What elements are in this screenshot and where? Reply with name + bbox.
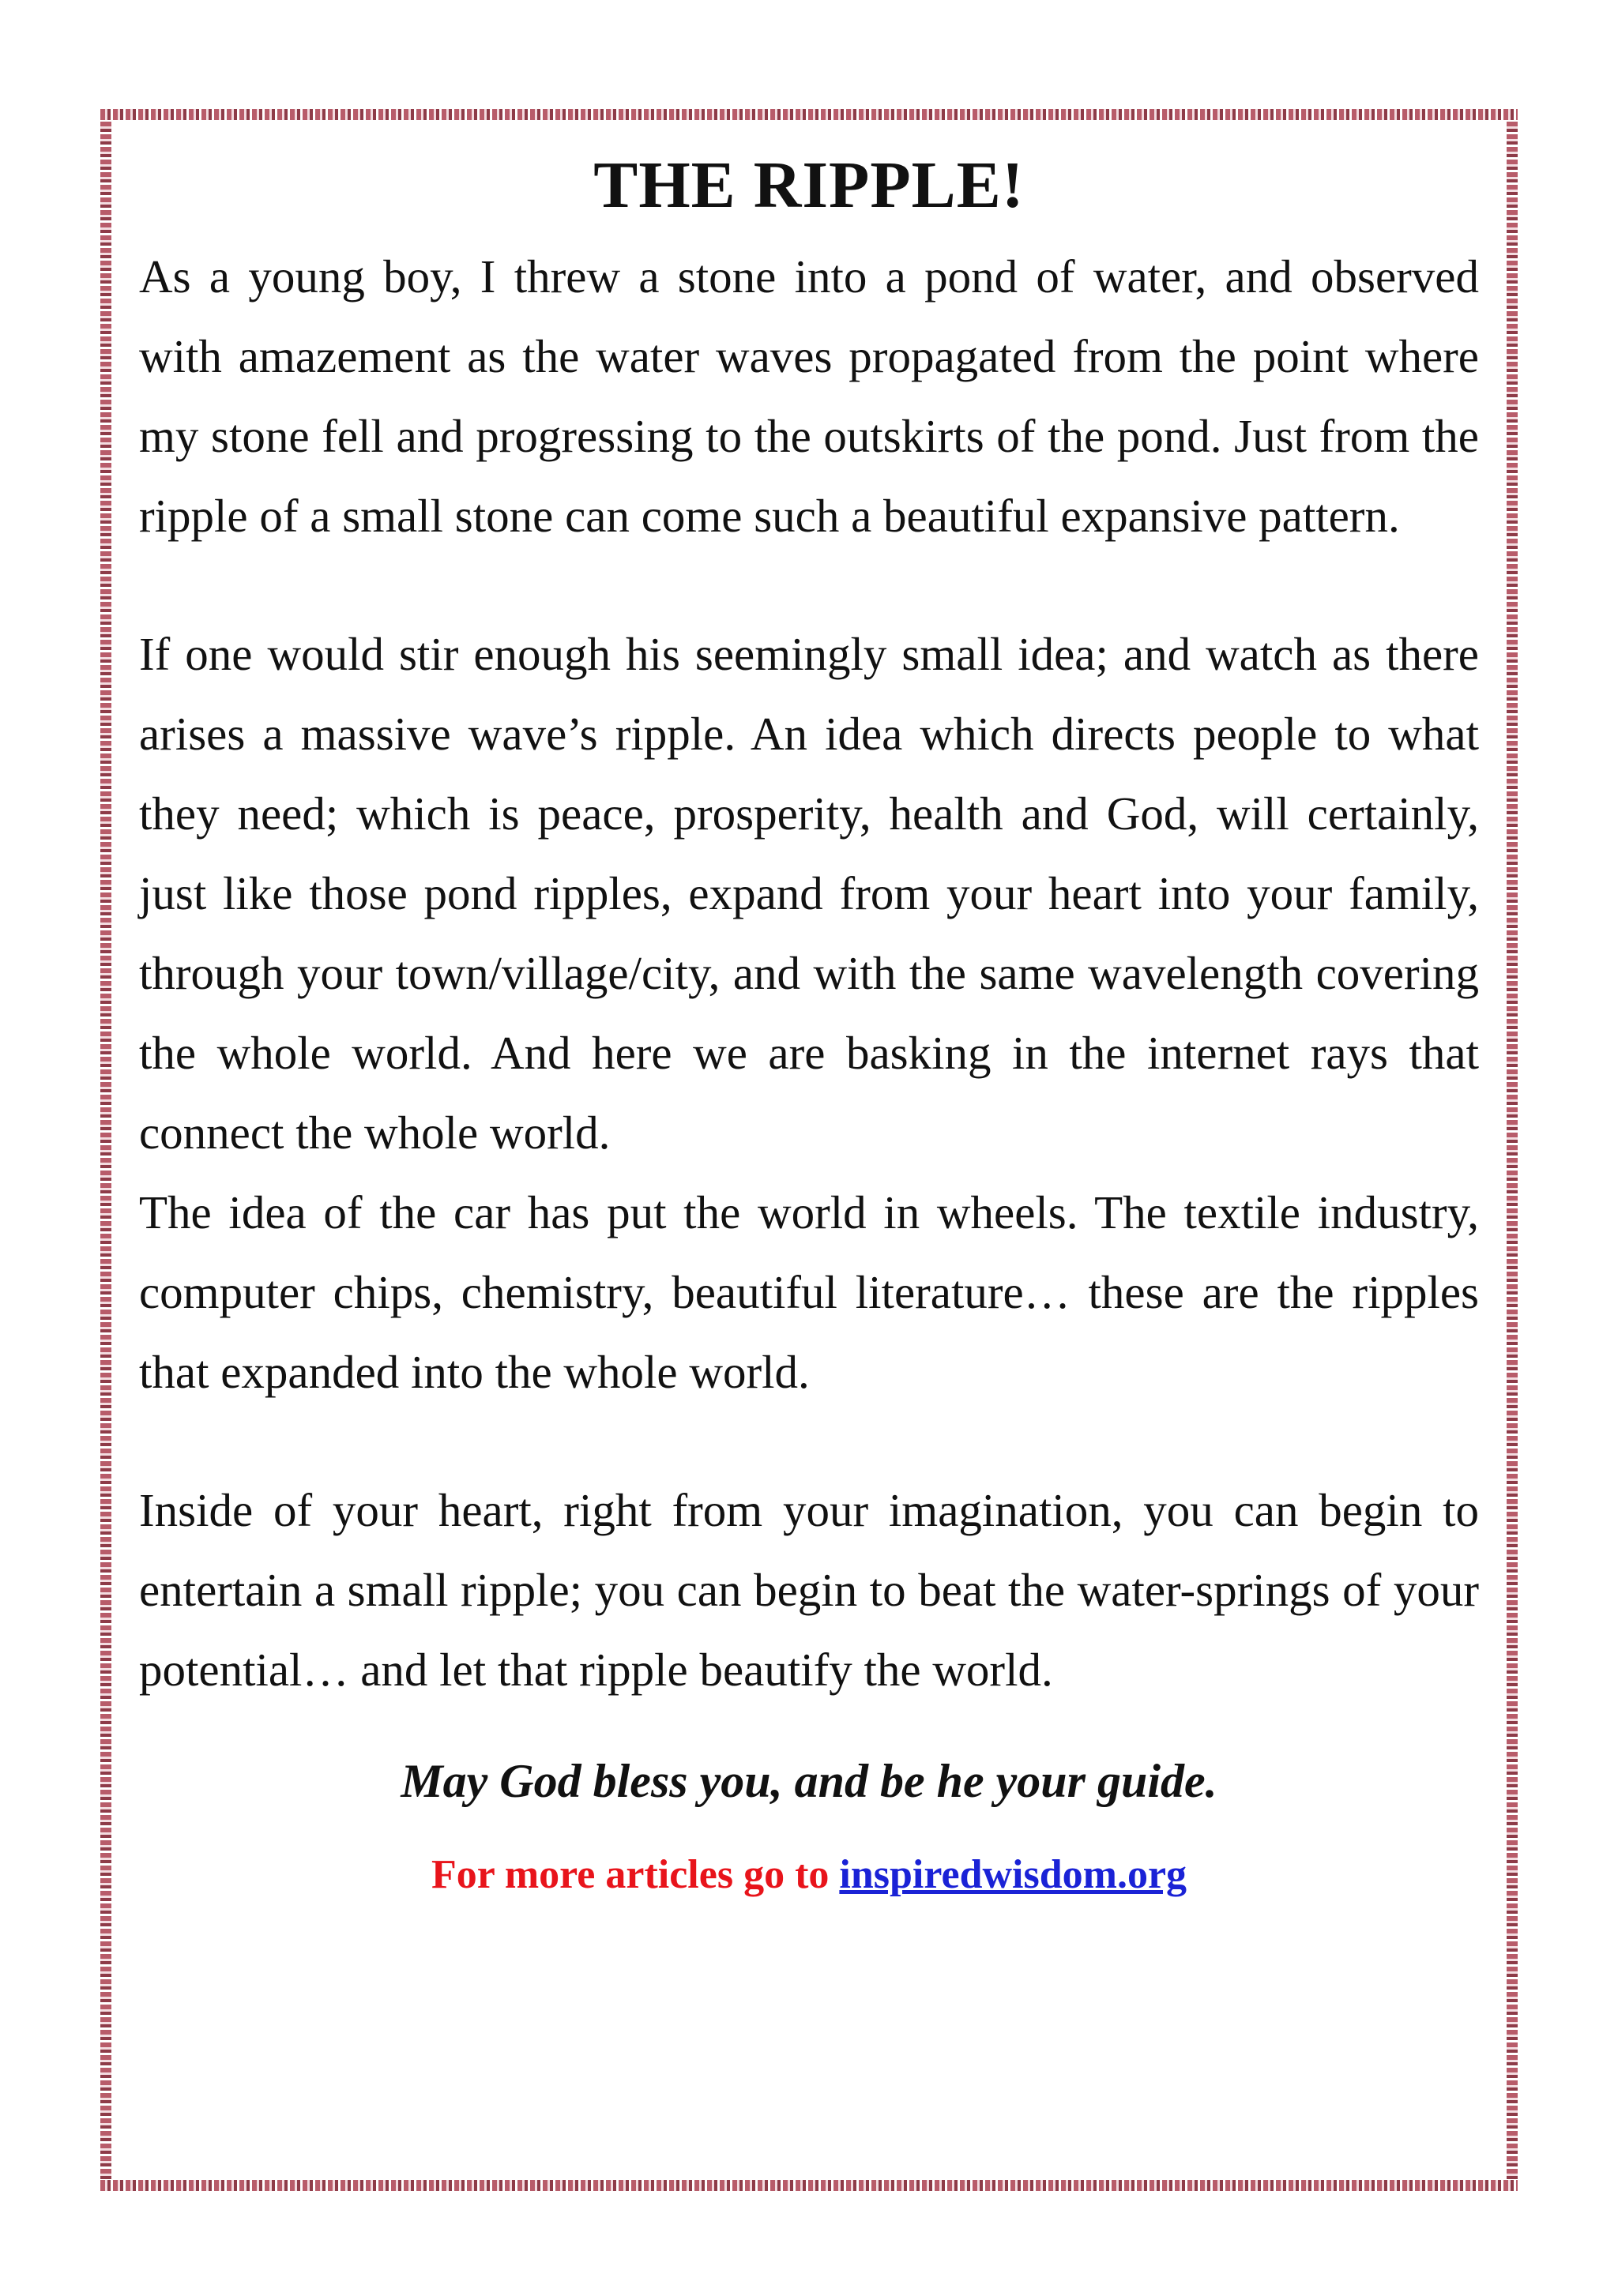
blessing-line: May God bless you, and be he your guide.: [401, 1755, 1217, 1807]
article-title: THE RIPPLE!: [593, 148, 1025, 222]
footer-prefix: For more articles go to: [431, 1852, 840, 1897]
footer-line: [139, 1839, 1479, 1911]
website-link[interactable]: inspiredwisdom.org: [839, 1852, 1187, 1897]
paragraph-spacer: [139, 1412, 1479, 1471]
paragraph-2: If one would stir enough his seemingly small idea; and watch as there arises a massive wave’s ripple. An idea which directs people to what they need; which is peace, prosperity, health and God, will certainly, just like those pond ripples, expand from your heart into your family, through your town/village/city, and with the same wavelength covering the whole world. And here we are basking in the internet rays that connect the whole world.: [139, 628, 1479, 1159]
article: [139, 142, 1479, 1911]
paragraph-4: Inside of your heart, right from your imagination, you can begin to entertain a small ripple; you can begin to beat the water-springs of your potential… and let that ripple beautify the world.: [139, 1484, 1479, 1696]
paragraph-1: As a young boy, I threw a stone into a pond of water, and observed with amazement as the water waves propagated from the point where my stone fell and progressing to the outskirts of the pond. Just from the ripple of a small stone can come such a beautiful expansive pattern.: [139, 250, 1479, 542]
paragraph-3: The idea of the car has put the world in wheels. The textile industry, computer chips, chemistry, beautiful literature… these are the ripples that expanded into the whole world.: [139, 1186, 1479, 1398]
paragraph-spacer: [139, 556, 1479, 614]
